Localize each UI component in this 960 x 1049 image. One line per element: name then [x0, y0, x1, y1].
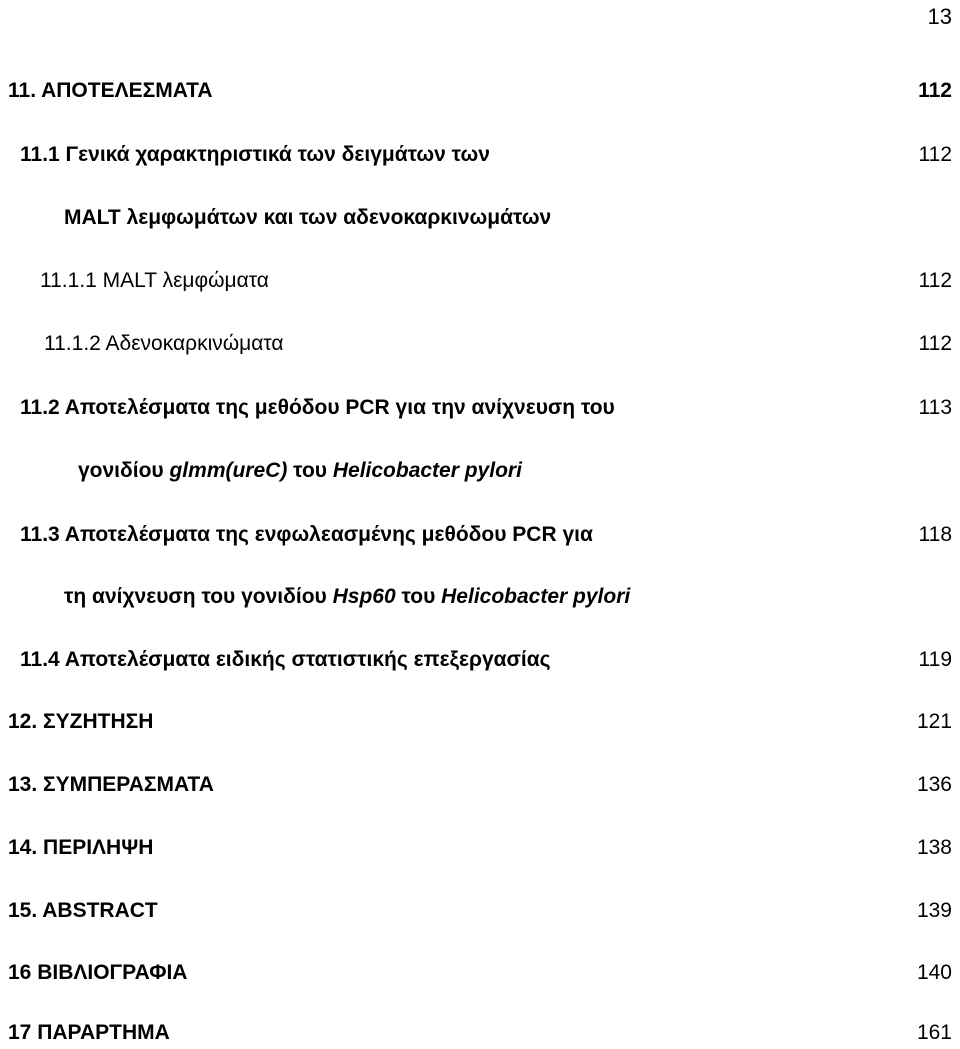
toc-entry-page: 112 — [918, 332, 952, 355]
toc-entry-title — [64, 582, 630, 612]
toc-entry-11-3[interactable] — [0, 520, 960, 550]
toc-entry-page: 138 — [916, 836, 952, 859]
toc-entry-page: 113 — [918, 396, 952, 419]
toc-entry-page: 112 — [918, 143, 952, 166]
toc-entry-page: 112 — [918, 269, 952, 292]
toc-entry-13[interactable] — [0, 770, 960, 800]
toc-entry-title: 12. ΣΥΖΗΤΗΣΗ — [8, 710, 154, 733]
gene-name: glmm(ureC) — [169, 459, 288, 482]
toc-entry-title: 13. ΣΥΜΠΕΡΑΣΜΑΤΑ — [8, 773, 214, 796]
page-number: 13 — [927, 4, 952, 29]
toc-entry-11-4[interactable] — [0, 645, 960, 675]
toc-entry-16[interactable] — [0, 958, 960, 988]
toc-entry-title: 11. ΑΠΟΤΕΛΕΣΜΑΤΑ — [8, 79, 213, 102]
toc-entry-page: 140 — [916, 961, 952, 984]
toc-text-part: γονιδίου — [78, 459, 170, 482]
toc-entry-title: 17 ΠΑΡΑΡΤΗΜΑ — [8, 1021, 170, 1044]
toc-entry-title — [78, 456, 522, 486]
toc-entry-title: 11.4 Αποτελέσματα ειδικής στατιστικής επεξεργασίας — [20, 648, 551, 671]
toc-entry-page: 119 — [918, 648, 952, 671]
species-name: Helicobacter pylori — [441, 585, 631, 608]
toc-entry-title: 11.3 Αποτελέσματα της ενφωλεασμένης μεθόδου PCR για — [20, 523, 593, 546]
toc-entry-title: 11.1.1 MALT λεμφώματα — [40, 269, 269, 292]
toc-entry-title: 11.2 Αποτελέσματα της μεθόδου PCR για την ανίχνευση του — [20, 396, 615, 419]
toc-entry-page: 139 — [916, 899, 952, 922]
toc-text-part: τη ανίχνευση του γονιδίου — [64, 585, 333, 608]
species-name: Helicobacter pylori — [332, 459, 522, 482]
toc-entry-page: 118 — [918, 523, 952, 546]
toc-entry-title: MALT λεμφωμάτων και των αδενοκαρκινωμάτων — [64, 206, 552, 229]
toc-entry-11-1[interactable] — [0, 140, 960, 170]
toc-entry-11-3-continued — [0, 582, 960, 612]
toc-entry-11-2[interactable] — [0, 393, 960, 423]
toc-entry-title: 11.1 Γενικά χαρακτηριστικά των δειγμάτων των — [20, 143, 490, 166]
gene-name: Hsp60 — [332, 585, 396, 608]
toc-entry-title: 15. ABSTRACT — [8, 899, 158, 922]
toc-entry-17[interactable] — [0, 1018, 960, 1048]
toc-entry-14[interactable] — [0, 833, 960, 863]
toc-entry-page: 161 — [916, 1021, 952, 1044]
toc-entry-page: 121 — [916, 710, 952, 733]
toc-entry-11-1-continued — [0, 203, 960, 233]
toc-entry-12[interactable] — [0, 707, 960, 737]
toc-entry-title: 16 ΒΙΒΛΙΟΓΡΑΦΙΑ — [8, 961, 188, 984]
toc-text-part: του — [287, 459, 333, 482]
toc-text-part: του — [395, 585, 442, 608]
toc-entry-page: 136 — [916, 773, 952, 796]
toc-entry-title: 11.1.2 Αδενοκαρκινώματα — [44, 332, 284, 355]
toc-entry-11[interactable] — [0, 76, 960, 106]
toc-entry-title: 14. ΠΕΡΙΛΗΨΗ — [8, 836, 154, 859]
toc-entry-11-2-continued — [0, 456, 960, 486]
toc-entry-11-1-2[interactable] — [0, 329, 960, 359]
toc-entry-page: 112 — [918, 79, 952, 102]
toc-entry-15[interactable] — [0, 896, 960, 926]
toc-entry-11-1-1[interactable] — [0, 266, 960, 296]
